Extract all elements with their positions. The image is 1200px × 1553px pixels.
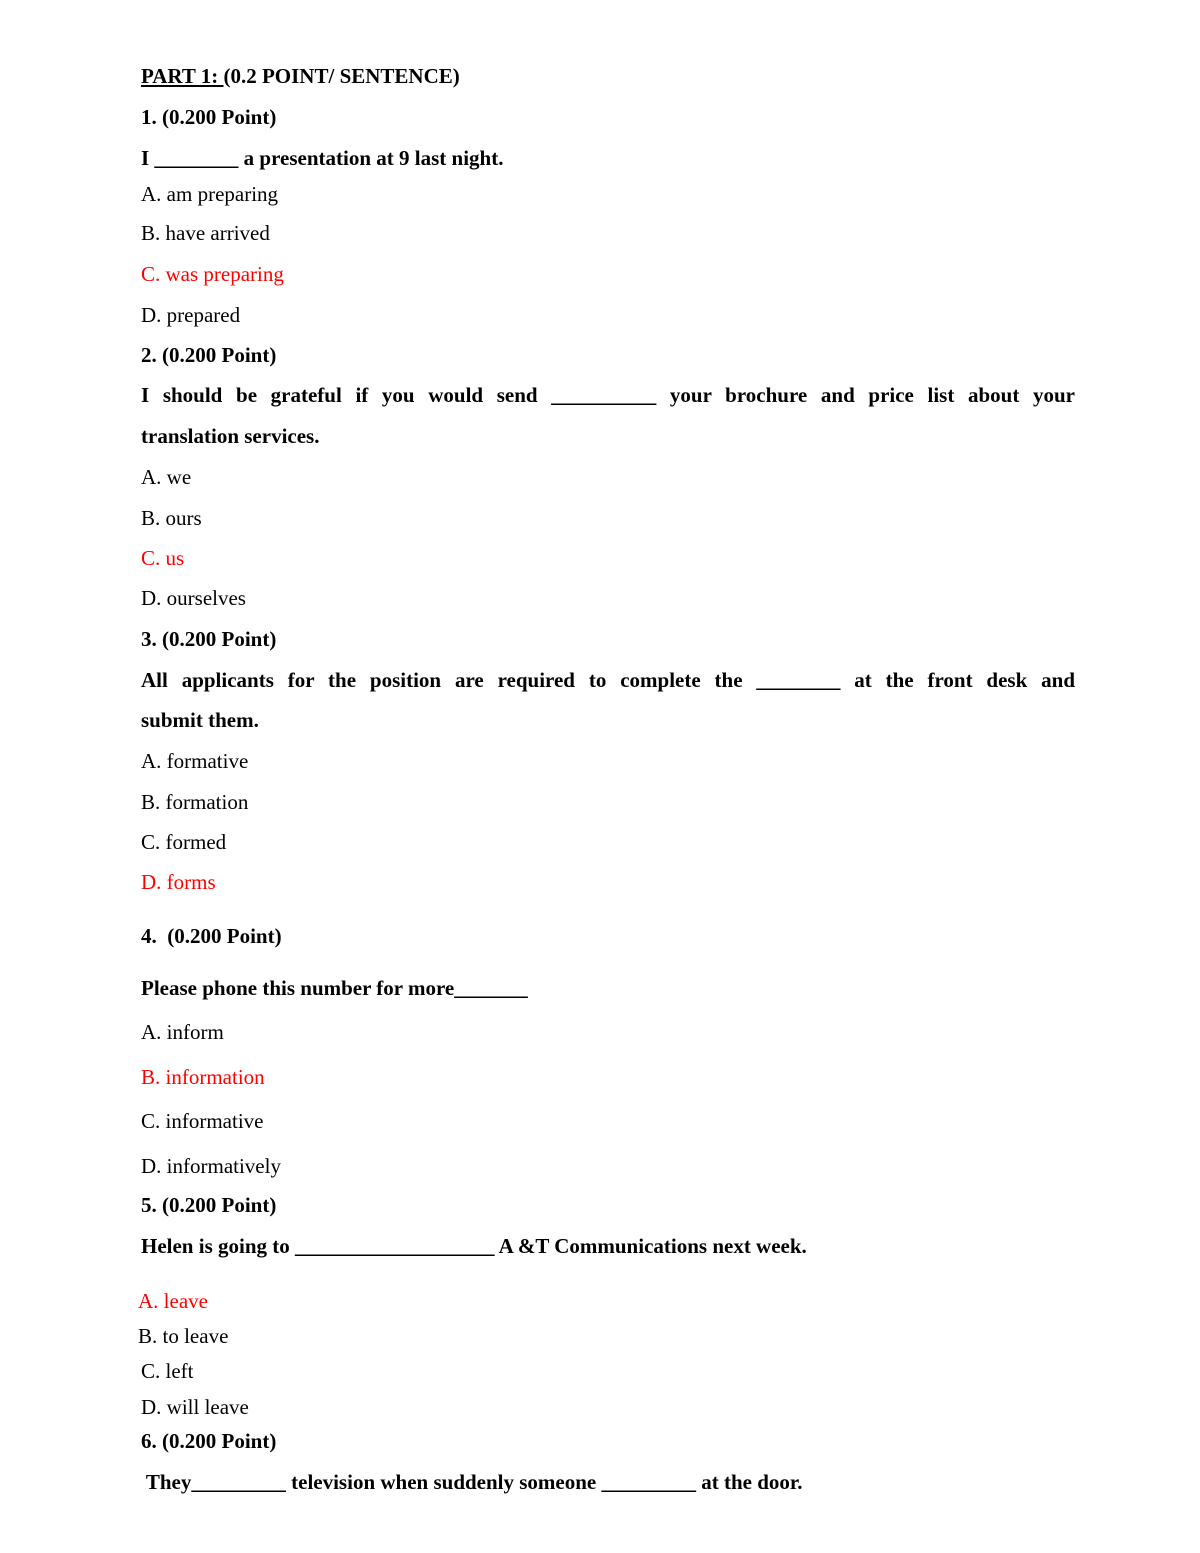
question-5-option-c[interactable]: C. left xyxy=(141,1359,194,1383)
question-5-option-d[interactable]: D. will leave xyxy=(141,1395,249,1419)
question-2-option-b[interactable]: B. ours xyxy=(141,506,202,530)
question-3-stem-line-2: submit them. xyxy=(141,708,259,732)
part-heading-label: PART 1: xyxy=(141,64,224,88)
question-4-number: 4. (0.200 Point) xyxy=(141,924,282,948)
question-4-option-b-correct[interactable]: B. information xyxy=(141,1065,265,1089)
question-4-option-a[interactable]: A. inform xyxy=(141,1020,224,1044)
question-5-stem: Helen is going to ___________________ A &T Communications next week. xyxy=(141,1234,807,1258)
question-1-option-c-correct[interactable]: C. was preparing xyxy=(141,262,284,286)
question-2-option-a[interactable]: A. we xyxy=(141,465,192,489)
question-2-number: 2. (0.200 Point) xyxy=(141,343,277,367)
question-2-option-c-correct[interactable]: C. us xyxy=(141,546,185,570)
question-1-option-a[interactable]: A. am preparing xyxy=(141,182,279,206)
question-1-option-d[interactable]: D. prepared xyxy=(141,303,241,327)
question-3-option-a[interactable]: A. formative xyxy=(141,749,249,773)
question-4-option-c[interactable]: C. informative xyxy=(141,1109,264,1133)
question-4-option-d[interactable]: D. informatively xyxy=(141,1154,281,1178)
question-3-number: 3. (0.200 Point) xyxy=(141,627,277,651)
question-3-option-c[interactable]: C. formed xyxy=(141,830,227,854)
question-2-stem-line-1: I should be grateful if you would send __________ your brochure and price list about your xyxy=(141,383,1075,407)
question-2-stem-line-2: translation services. xyxy=(141,424,320,448)
question-3-option-d-correct[interactable]: D. forms xyxy=(141,870,216,894)
question-3-stem-line-1: All applicants for the position are required to complete the ________ at the front desk and xyxy=(141,668,1075,692)
question-5-option-b[interactable]: B. to leave xyxy=(138,1324,229,1348)
question-6-number: 6. (0.200 Point) xyxy=(141,1429,277,1453)
question-1-option-b[interactable]: B. have arrived xyxy=(141,221,270,245)
question-1-number: 1. (0.200 Point) xyxy=(141,105,277,129)
question-6-stem: They_________ television when suddenly someone _________ at the door. xyxy=(141,1470,803,1494)
question-3-option-b[interactable]: B. formation xyxy=(141,790,249,814)
part-heading-scoring: (0.2 POINT/ SENTENCE) xyxy=(223,64,460,88)
question-4-stem: Please phone this number for more_______ xyxy=(141,976,528,1000)
question-5-option-a-correct[interactable]: A. leave xyxy=(138,1289,208,1313)
part-heading xyxy=(141,63,460,89)
question-1-stem: I ________ a presentation at 9 last night. xyxy=(141,146,504,170)
question-2-option-d[interactable]: D. ourselves xyxy=(141,586,246,610)
question-5-number: 5. (0.200 Point) xyxy=(141,1193,277,1217)
